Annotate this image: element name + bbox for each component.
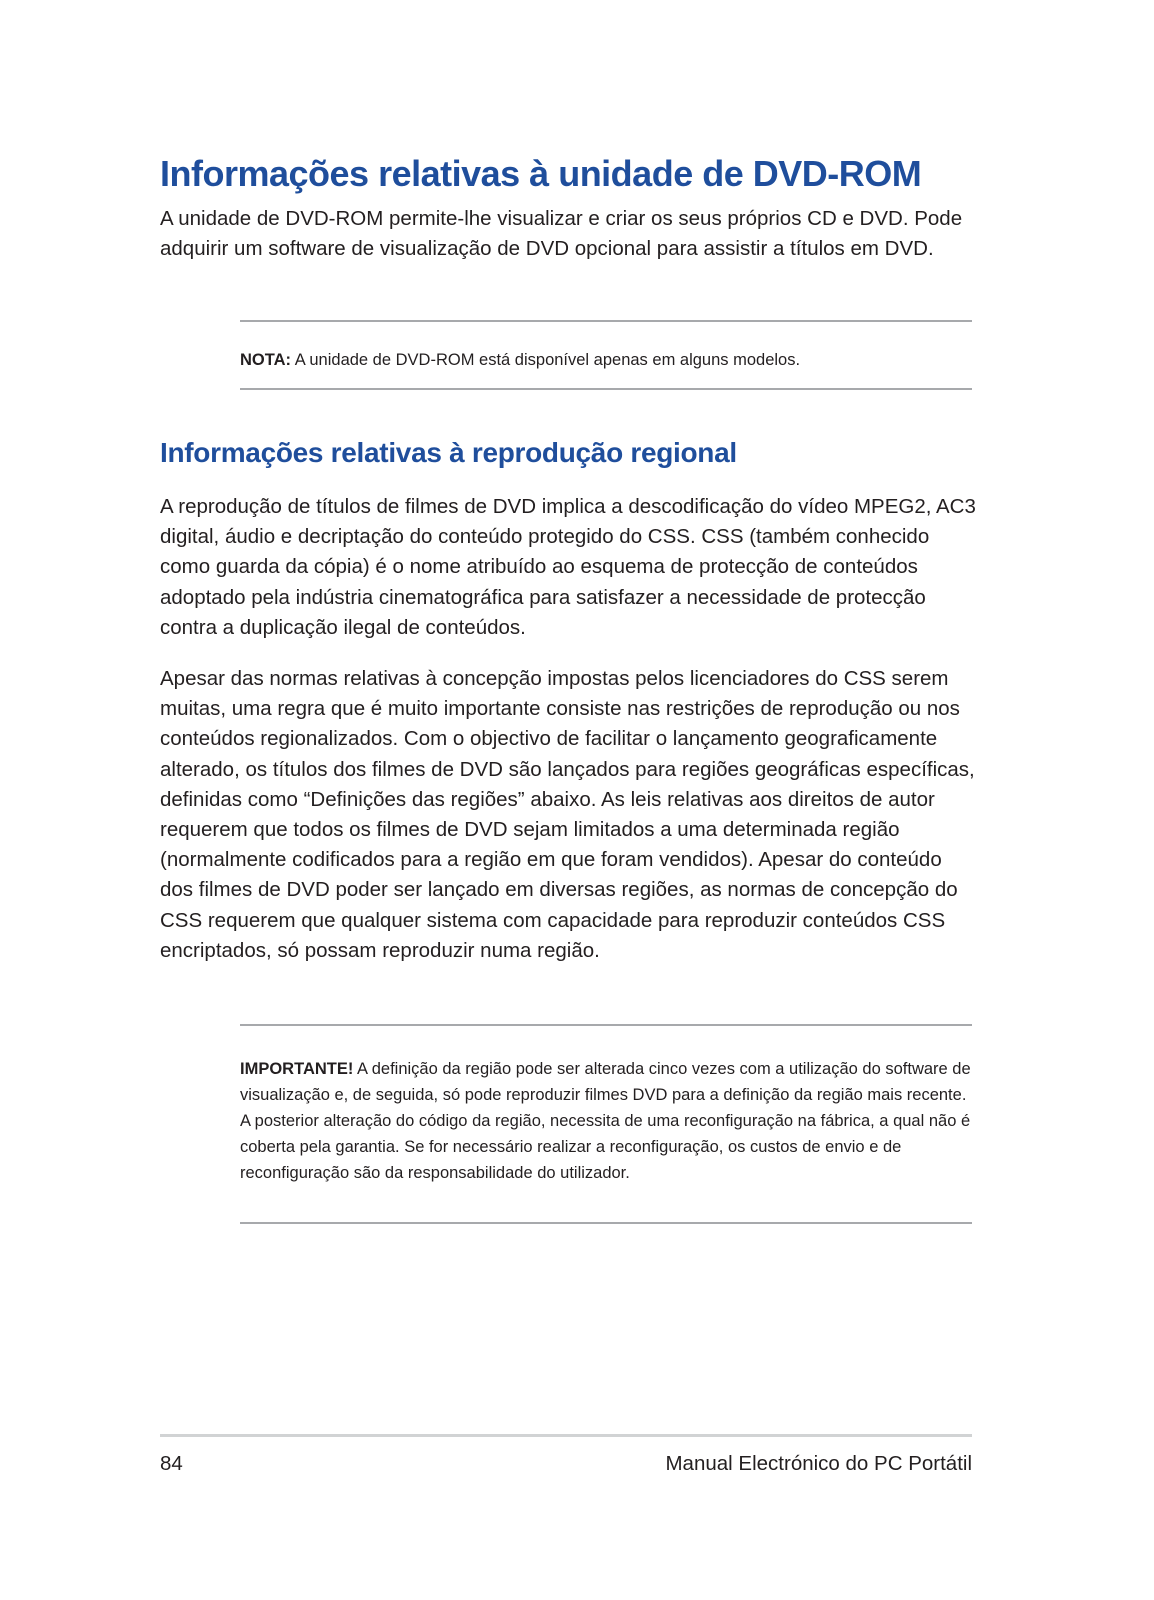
note-label: NOTA: [240,351,292,369]
body-paragraph: Apesar das normas relativas à concepção impostas pelos licenciadores do CSS serem muitas, uma regra que é muito importante consiste nas restrições de reprodução ou nos conteúdos regionalizados. Com o objectivo de facilitar o lançamento geograficamente alterado, os títulos dos filmes de DVD são lançados para regiões geográficas específicas, definidas como “Definições das regiões” abaixo. As leis relativas aos direitos de autor requerem que todos os filmes de DVD sejam limitados a uma determinada região (normalmente codificados para a região em que foram vendidos). Apesar do conteúdo dos filmes de DVD poder ser lançado em diversas regiões, as normas de concepção do CSS requerem que qualquer sistema com capacidade para reproduzir conteúdos CSS encriptados, só possam reproduzir numa região. [160,667,975,962]
footer-divider [160,1434,972,1437]
footer-manual-title: Manual Electrónico do PC Portátil [665,1452,972,1475]
body-paragraph: A reprodução de títulos de filmes de DVD implica a descodificação do vídeo MPEG2, AC3 digital, áudio e decriptação do conteúdo protegido do CSS. CSS (também conhecido como guarda da cópia) é o nome atribuído ao esquema de protecção de conteúdos adoptado pela indústria cinematográfica para satisfazer a necessidade de protecção contra a duplicação ilegal de conteúdos. [160,495,976,639]
important-text [240,1056,972,1186]
page-number: 84 [160,1452,183,1475]
important-body: A definição da região pode ser alterada cinco vezes com a utilização do software de visualização e, de seguida, só pode reproduzir filmes DVD para a definição da região mais recente. A posterior alteração do código da região, necessita de uma reconfiguração na fábrica, a qual não é coberta pela garantia. Se for necessário realizar a reconfiguração, os custos de envio e de reconfiguração são da responsabilidade do utilizador. [240,1060,971,1182]
note-text [240,347,800,373]
section-heading: Informações relativas à reprodução regional [160,437,737,468]
note-box [240,320,972,390]
intro-paragraph: A unidade de DVD-ROM permite-lhe visualizar e criar os seus próprios CD e DVD. Pode adquirir um software de visualização de DVD opcional para assistir a títulos em DVD. [160,207,963,260]
note-body: A unidade de DVD-ROM está disponível apenas em alguns modelos. [291,351,801,369]
page-title: Informações relativas à unidade de DVD-ROM [160,153,922,194]
important-box [240,1024,972,1224]
important-label: IMPORTANTE! [240,1060,354,1078]
